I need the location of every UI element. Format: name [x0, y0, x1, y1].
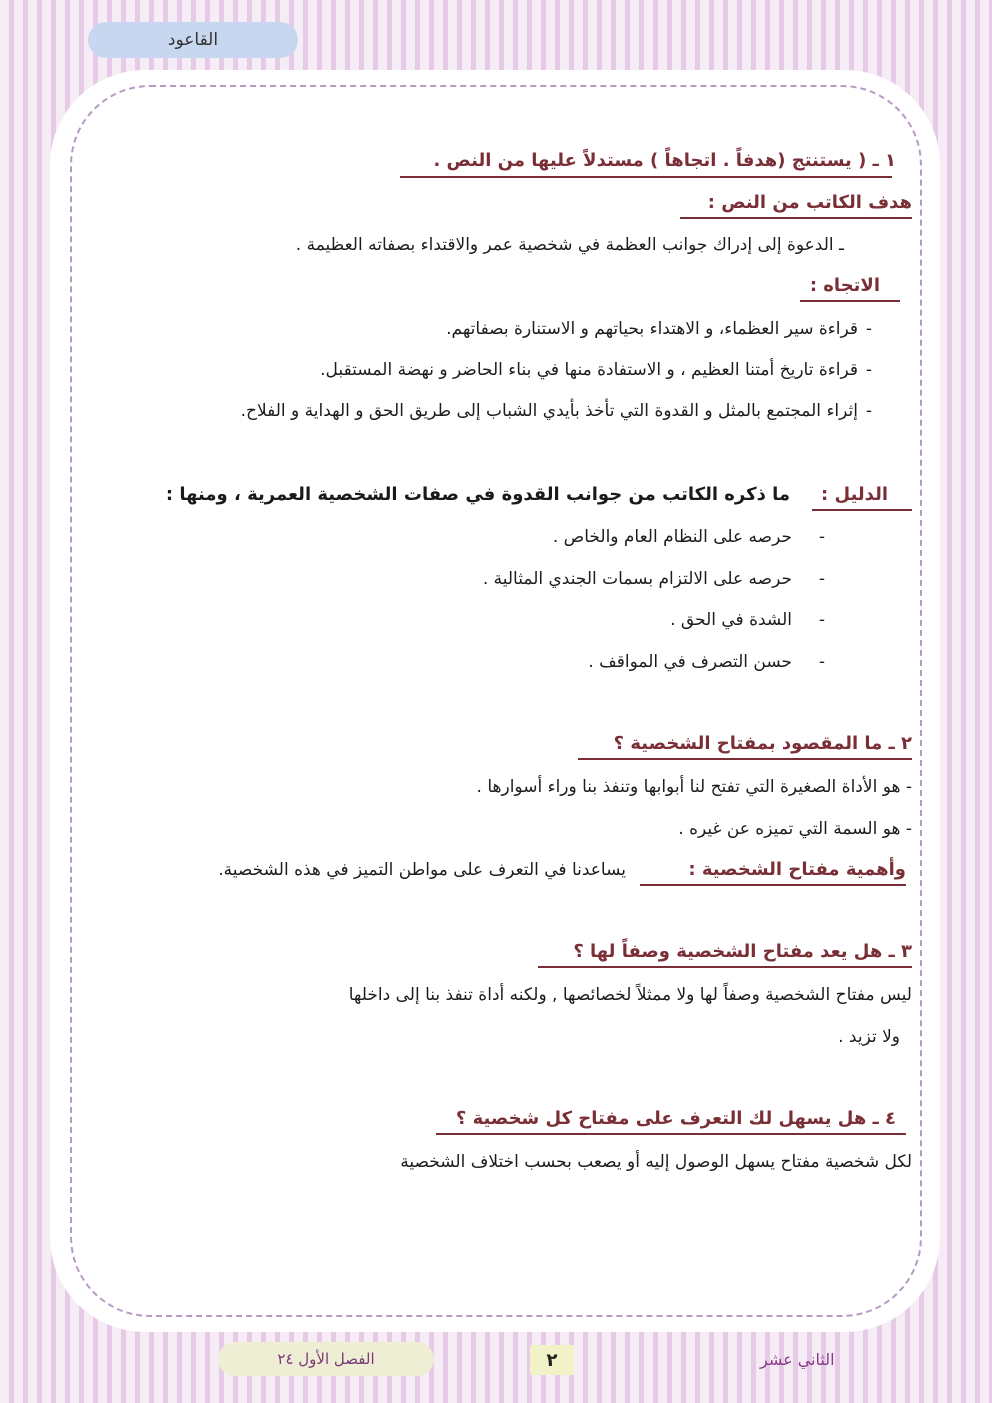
question-2-answer: - هو السمة التي تميزه عن غيره . [678, 819, 912, 839]
direction-item: -إثراء المجتمع بالمثل و القدوة التي تأخذ بأيدي الشباب إلى طريق الحق و الهداية و الفلاح. [240, 401, 873, 421]
importance-heading-underline [640, 884, 906, 886]
evidence-item: -حسن التصرف في المواقف . [588, 652, 826, 672]
footer-term-badge [218, 1342, 434, 1376]
question-1-underline [400, 176, 892, 178]
direction-heading: الاتجاه : [809, 275, 880, 296]
question-1-title: ١ ـ ( يستنتج (هدفاً . اتجاهاً ) مستدلاً عليها من النص . [433, 150, 896, 171]
direction-heading-underline [800, 300, 900, 302]
question-4-title: ٤ ـ هل يسهل لك التعرف على مفتاح كل شخصية ؟ [455, 1108, 896, 1129]
evidence-item: -الشدة في الحق . [670, 610, 826, 630]
question-3-answer-line-2: ولا تزيد . [838, 1027, 900, 1047]
question-2-underline [578, 758, 912, 760]
evidence-item: -حرصه على الالتزام بسمات الجندي المثالية . [482, 569, 826, 589]
importance-heading: وأهمية مفتاح الشخصية : [688, 859, 906, 880]
direction-item: -قراءة تاريخ أمتنا العظيم ، و الاستفادة منها في بناء الحاضر و نهضة المستقبل. [320, 360, 873, 380]
question-4-answer: لكل شخصية مفتاح يسهل الوصول إليه أو يصعب بحسب اختلاف الشخصية [400, 1152, 912, 1172]
question-3-underline [538, 966, 912, 968]
page-number [530, 1345, 574, 1375]
question-2-answer: - هو الأداة الصغيرة التي تفتح لنا أبوابها وتنفذ بنا وراء أسوارها . [476, 777, 912, 797]
footer-grade [760, 1345, 860, 1373]
direction-item: -قراءة سير العظماء، و الاهتداء بحياتهم و الاستنارة بصفاتهم. [446, 319, 873, 339]
page-number-label: ٢ [546, 1349, 558, 1371]
question-2-title: ٢ ـ ما المقصود بمفتاح الشخصية ؟ [613, 733, 912, 754]
evidence-heading: الدليل : [821, 484, 888, 505]
goal-heading-underline [680, 217, 912, 219]
evidence-item: -حرصه على النظام العام والخاص . [552, 527, 826, 547]
evidence-heading-underline [812, 509, 912, 511]
question-3-title: ٣ ـ هل يعد مفتاح الشخصية وصفاً لها ؟ [573, 941, 912, 962]
question-4-underline [436, 1133, 906, 1135]
goal-text: ـ الدعوة إلى إدراك جوانب العظمة في شخصية عمر والاقتداء بصفاته العظيمة . [295, 235, 844, 255]
footer-grade-label: الثاني عشر [760, 1349, 835, 1369]
footer-term-label: الفصل الأول ٢٤ [277, 1350, 375, 1368]
evidence-intro: ما ذكره الكاتب من جوانب القدوة في صفات الشخصية العمرية ، ومنها : [165, 484, 790, 505]
question-3-answer-line-1: ليس مفتاح الشخصية وصفاً لها ولا ممثلاً لخصائصها , ولكنه أداة تنفذ بنا إلى داخلها [348, 985, 912, 1005]
importance-text: يساعدنا في التعرف على مواطن التميز في هذه الشخصية. [218, 860, 626, 880]
subject-tag-label: القاعود [167, 30, 219, 50]
goal-heading: هدف الكاتب من النص : [707, 192, 912, 213]
